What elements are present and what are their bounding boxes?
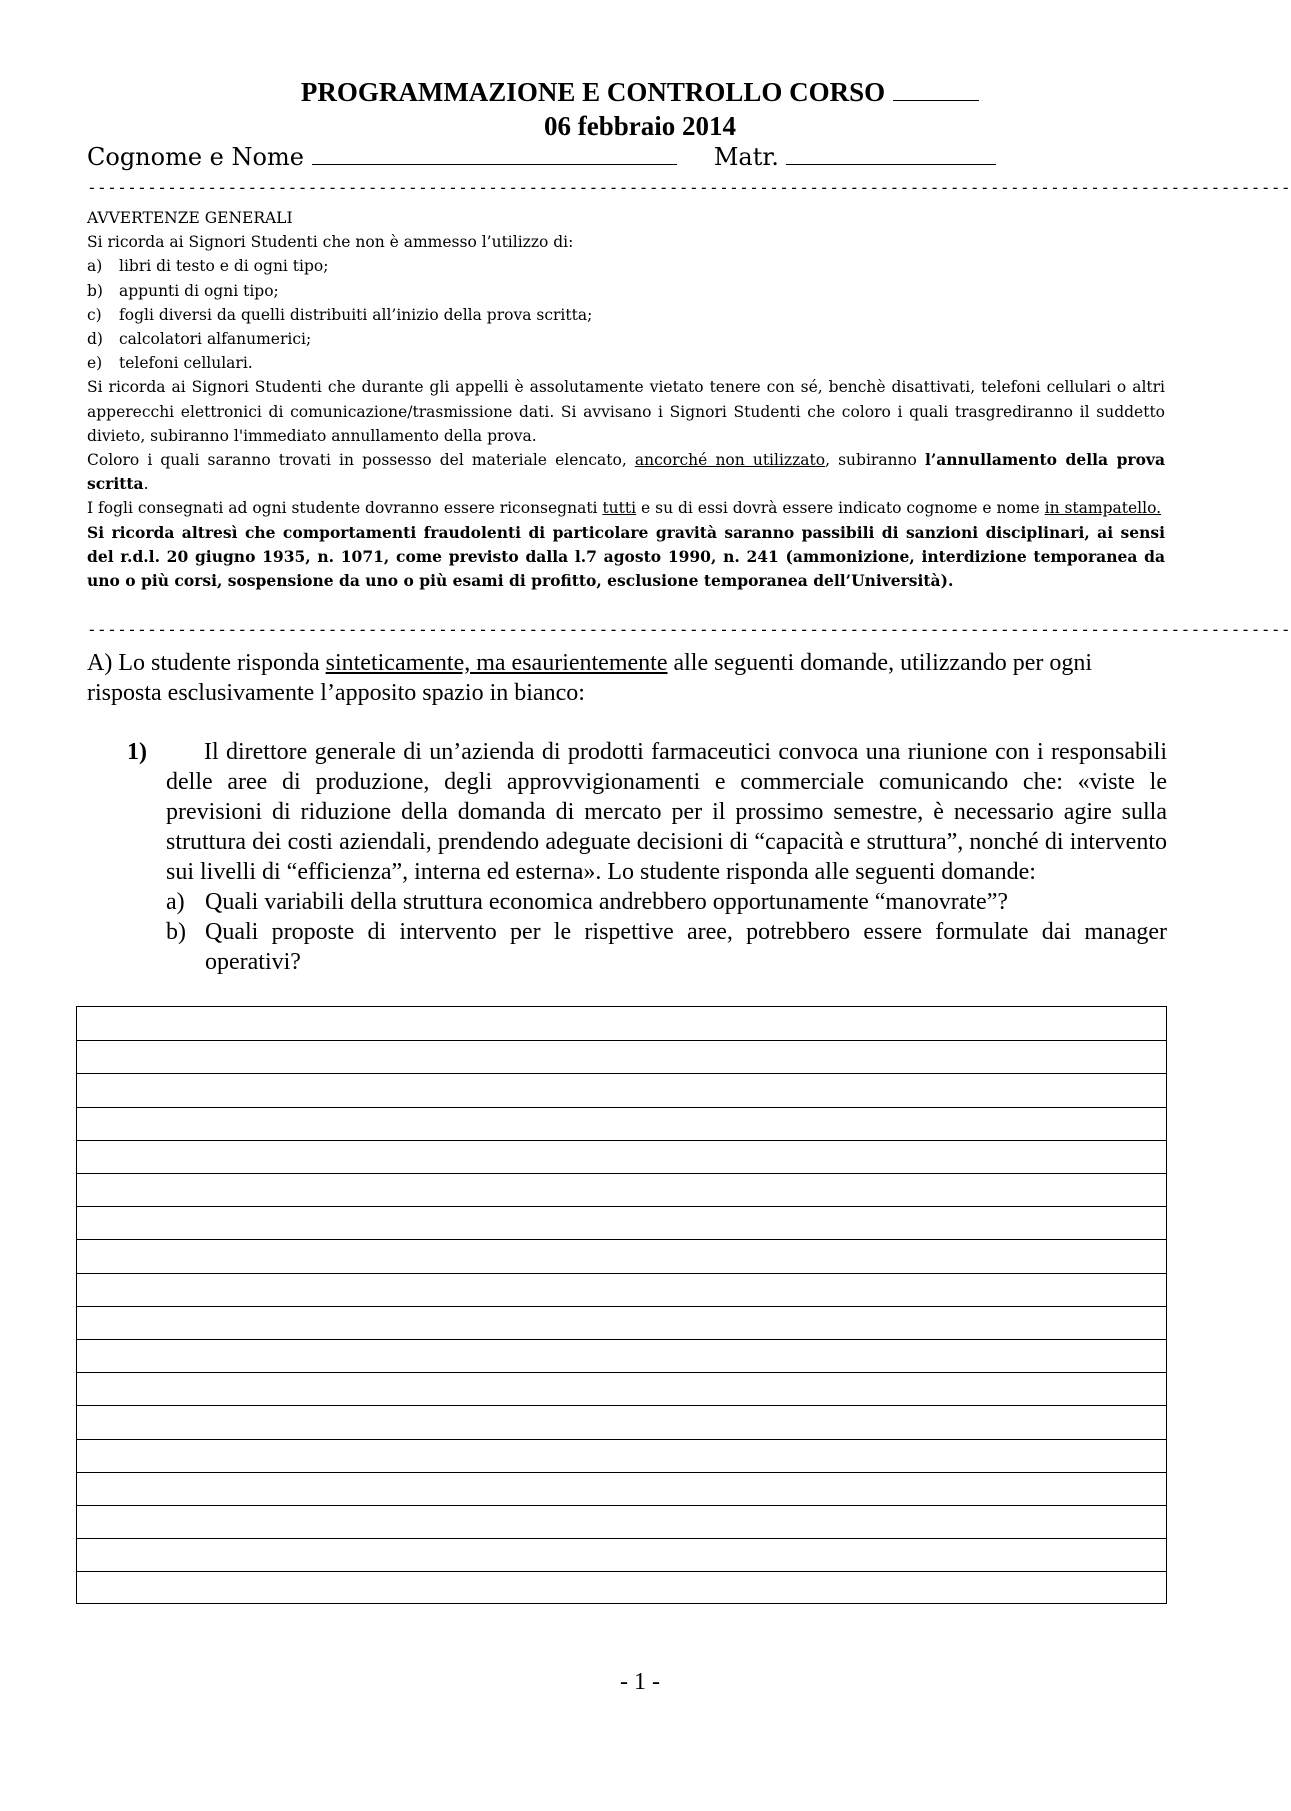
warnings-intro: Si ricorda ai Signori Studenti che non è ammesso l’utilizzo di: — [87, 233, 574, 252]
answer-line[interactable] — [77, 1439, 1166, 1440]
warning-item: a) libri di testo e di ogni tipo; — [87, 257, 329, 276]
answer-line[interactable] — [77, 1107, 1166, 1108]
warning-item: e) telefoni cellulari. — [87, 354, 253, 373]
answer-line[interactable] — [77, 1173, 1166, 1174]
answer-line[interactable] — [77, 1206, 1166, 1207]
answer-line[interactable] — [77, 1405, 1166, 1406]
warning-item: b) appunti di ogni tipo; — [87, 281, 279, 300]
warnings-heading: AVVERTENZE GENERALI — [87, 209, 293, 227]
exam-date: 06 febbraio 2014 — [544, 111, 736, 141]
answer-line[interactable] — [77, 1339, 1166, 1340]
answer-line[interactable] — [77, 1538, 1166, 1539]
question-1 — [127, 737, 1167, 977]
answer-line[interactable] — [77, 1306, 1166, 1307]
answer-line[interactable] — [77, 1073, 1166, 1074]
warning-paragraph-sheets: I fogli consegnati ad ogni studente dovranno essere riconsegnati tutti e su di essi dovrà essere indicato cognome e nome in stampatello. — [87, 499, 1162, 518]
answer-area[interactable] — [76, 1006, 1167, 1604]
name-label: Cognome e Nome — [87, 143, 304, 171]
answer-line[interactable] — [77, 1472, 1166, 1473]
course-blank — [893, 80, 979, 101]
warning-paragraph-devices: Si ricorda ai Signori Studenti che durante gli appelli è assolutamente vietato tenere con sé, benchè disattivati, telefoni cellulari o altri apperecchi elettronici di comunicazione/trasmissione dati. Si avvisano i Signori Studenti che coloro i quali trasgrediranno il suddetto divieto, subiranno l'immediato annullamento della prova. — [87, 378, 1165, 445]
warning-paragraph-sanctions: Si ricorda altresì che comportamenti fraudolenti di particolare gravità saranno passibili di sanzioni disciplinari, ai sensi del r.d.l. 20 giugno 1935, n. 1071, come previsto dalla l.7 agosto 1990, n. 241 (ammonizione, interdizione temporanea da uno o più corsi, sospensione da uno o più esami di profitto, esclusione temporanea dell’Università). — [87, 522, 1165, 591]
answer-line[interactable] — [77, 1273, 1166, 1274]
answer-line[interactable] — [77, 1505, 1166, 1506]
question-number: 1) — [127, 739, 147, 765]
warning-paragraph-materials: Coloro i quali saranno trovati in possesso del materiale elencato, ancorché non utilizzato, subiranno l’annullamento della prova scritta. — [87, 450, 1165, 494]
answer-line[interactable] — [77, 1040, 1166, 1041]
warning-item: c) fogli diversi da quelli distribuiti all’inizio della prova scritta; — [87, 305, 593, 324]
sub-question: a) Quali variabili della struttura economica andrebbero opportunamente “manovrate”? — [166, 889, 1008, 915]
general-warnings — [87, 206, 1165, 593]
question-text: Il direttore generale di un’azienda di prodotti farmaceutici convoca una riunione con i responsabili delle aree di produzione, degli approvvigionamenti e commerciale comunicando che: «viste le previsioni di riduzione della domanda di mercato per il prossimo semestre, è necessario agire sulla struttura dei costi aziendali, prendendo adeguate decisioni di “capacità e struttura”, nonché di intervento sui livelli di “efficienza”, interna ed esterna». Lo studente risponda alle seguenti domande: — [166, 739, 1167, 885]
answer-line[interactable] — [77, 1372, 1166, 1373]
matr-field[interactable] — [786, 142, 996, 165]
sub-question: b) Quali proposte di intervento per le rispettive aree, potrebbero essere formulate dai manager operativi? — [166, 919, 1167, 975]
answer-line[interactable] — [77, 1239, 1166, 1240]
exam-title-text: PROGRAMMAZIONE E CONTROLLO CORSO — [300, 77, 886, 107]
student-info-row — [87, 142, 996, 172]
matr-label: Matr. — [713, 143, 779, 171]
warning-item: d) calcolatori alfanumerici; — [87, 330, 312, 349]
section-a-instructions: A) Lo studente risponda sinteticamente, ma esaurientemente alle seguenti domande, utilizzando per ogni risposta esclusivamente l’apposito spazio in bianco: — [87, 650, 1093, 706]
exam-title — [0, 76, 1280, 108]
name-field[interactable] — [312, 142, 677, 165]
answer-line[interactable] — [77, 1571, 1166, 1572]
page-number: - 1 - — [620, 1669, 660, 1695]
separator-bottom: ------------------------------------------------------------------------------------------------------------------------ — [87, 620, 1291, 639]
separator-top: ------------------------------------------------------------------------------------------------------------------------ — [87, 178, 1291, 197]
answer-line[interactable] — [77, 1140, 1166, 1141]
